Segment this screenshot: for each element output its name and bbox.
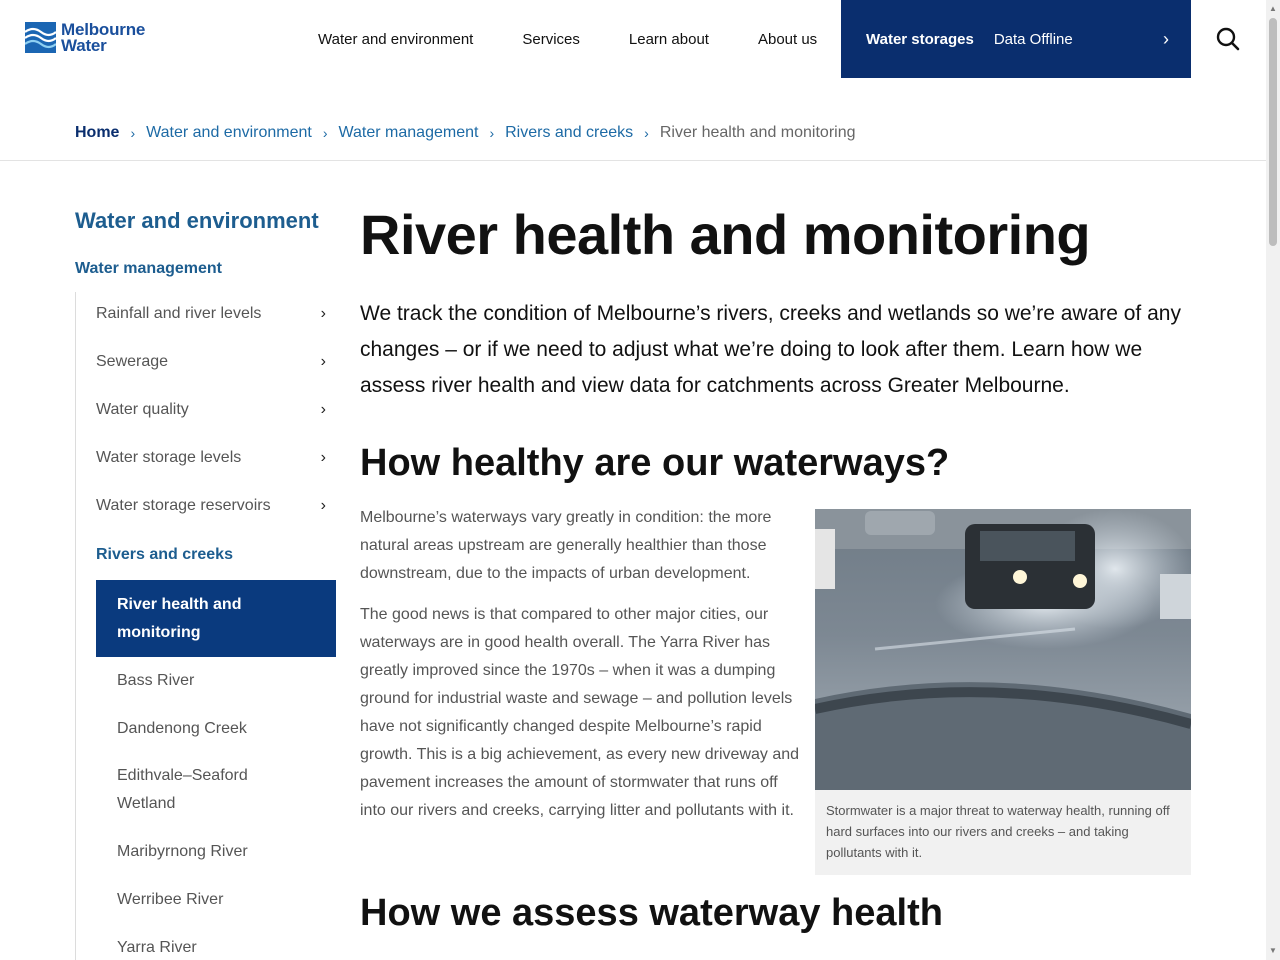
nav-about-us[interactable]: About us [757,30,818,48]
breadcrumb-current: River health and monitoring [659,124,856,141]
sidebar-active-line-2: monitoring [117,624,201,641]
sidebar-section-rivers-and-creeks[interactable]: Rivers and creeks [96,546,233,563]
breadcrumb [75,124,856,142]
scrollbar-thumb[interactable] [1269,18,1277,246]
lead-paragraph: We track the condition of Melbourne’s rivers, creeks and wetlands so we’re aware of any changes – or if we need to adjust what we’re doing to look after them. Learn how we assess river health and view data for catchments across Greater Melbourne. [360,302,1181,397]
body-paragraph-1: Melbourne’s waterways vary greatly in condition: the more natural areas upstream are generally healthier than those downstream, due to the impacts of urban development. [360,509,772,582]
body-paragraph-2: The good news is that compared to other major cities, our waterways are in good health overall. The Yarra River has greatly improved since the 1970s – when it was a dumping ground for industrial waste and sewage – and pollution levels have not significantly changed despite Melbourne’s rapid growth. This is a big achievement, as every new driveway and pavement increases the amount of stormwater that runs off into our rivers and creeks, carrying litter and pollutants with it. [360,606,800,819]
water-storages-panel[interactable] [841,0,1191,78]
sidebar-item-storage-reservoirs[interactable] [96,497,336,515]
sidebar-item-storage-levels[interactable] [96,449,336,467]
nav-water-and-environment[interactable]: Water and environment [318,30,474,48]
water-storages-title: Water storages [866,30,974,48]
breadcrumb-rivers-and-creeks[interactable]: Rivers and creeks [505,124,634,141]
chevron-right-icon[interactable]: › [1163,29,1169,49]
logo-wave-icon [25,22,56,53]
chevron-right-icon: › [644,125,649,141]
logo-text [61,22,145,54]
sidebar-child-dandenong-creek[interactable]: Dandenong Creek [117,720,247,737]
sidebar-item-label: Water storage levels [96,449,242,466]
site-header [0,0,1266,78]
scroll-up-arrow-icon[interactable]: ▲ [1269,4,1277,13]
page-scrollbar[interactable] [1266,0,1280,960]
sidebar-item-active[interactable] [96,580,336,657]
breadcrumb-water-management[interactable]: Water management [338,124,479,141]
breadcrumb-water-and-environment[interactable]: Water and environment [146,124,312,141]
sidebar-title[interactable]: Water and environment [75,208,319,233]
breadcrumb-home[interactable]: Home [75,124,120,141]
chevron-right-icon[interactable]: › [320,449,326,466]
sidebar-divider [75,292,76,960]
main-nav [318,0,866,78]
sidebar-child-yarra-river[interactable]: Yarra River [117,939,197,956]
sidebar-subtitle[interactable]: Water management [75,260,222,277]
page-title: River health and monitoring [360,203,1091,266]
sidebar-item-water-quality[interactable] [96,401,336,419]
sidebar-item-sewerage[interactable] [96,353,336,371]
sidebar-child-werribee-river[interactable]: Werribee River [117,891,224,908]
stormwater-figure [815,509,1191,875]
nav-learn-about[interactable]: Learn about [628,30,709,48]
chevron-right-icon: › [322,125,328,141]
heading-how-we-assess: How we assess waterway health [360,892,943,934]
search-icon[interactable] [1215,26,1241,52]
header-divider [0,160,1266,161]
logo-line-1: Melbourne [61,20,146,39]
logo-line-2: Water [61,36,107,55]
melbourne-water-logo[interactable] [25,22,145,54]
sidebar-child-edithvale-seaford[interactable]: Edithvale–Seaford Wetland [117,767,248,812]
sidebar-child-bass-river[interactable]: Bass River [117,672,195,689]
chevron-right-icon[interactable]: › [320,353,326,370]
sidebar-item-label: Water quality [96,401,189,418]
sidebar-active-line-1: River health and [117,596,242,613]
chevron-right-icon[interactable]: › [320,401,326,418]
sidebar-item-label: Sewerage [96,353,169,370]
sidebar-child-maribyrnong-river[interactable]: Maribyrnong River [117,843,248,860]
chevron-right-icon: › [489,125,495,141]
chevron-right-icon[interactable]: › [320,305,326,322]
heading-how-healthy: How healthy are our waterways? [360,442,950,484]
sidebar-item-label: Rainfall and river levels [96,305,262,322]
chevron-right-icon[interactable]: › [320,497,326,514]
nav-services[interactable]: Services [522,30,580,48]
chevron-right-icon: › [130,125,136,141]
stormwater-photo [815,509,1191,790]
sidebar-item-label: Water storage reservoirs [96,497,271,514]
sidebar-item-rainfall[interactable] [96,305,336,323]
scroll-down-arrow-icon[interactable]: ▼ [1269,946,1277,955]
photo-caption: Stormwater is a major threat to waterway health, running off hard surfaces into our rivers and creeks – and taking pollutants with it. [826,803,1170,860]
water-storages-status: Data Offline [993,30,1073,48]
